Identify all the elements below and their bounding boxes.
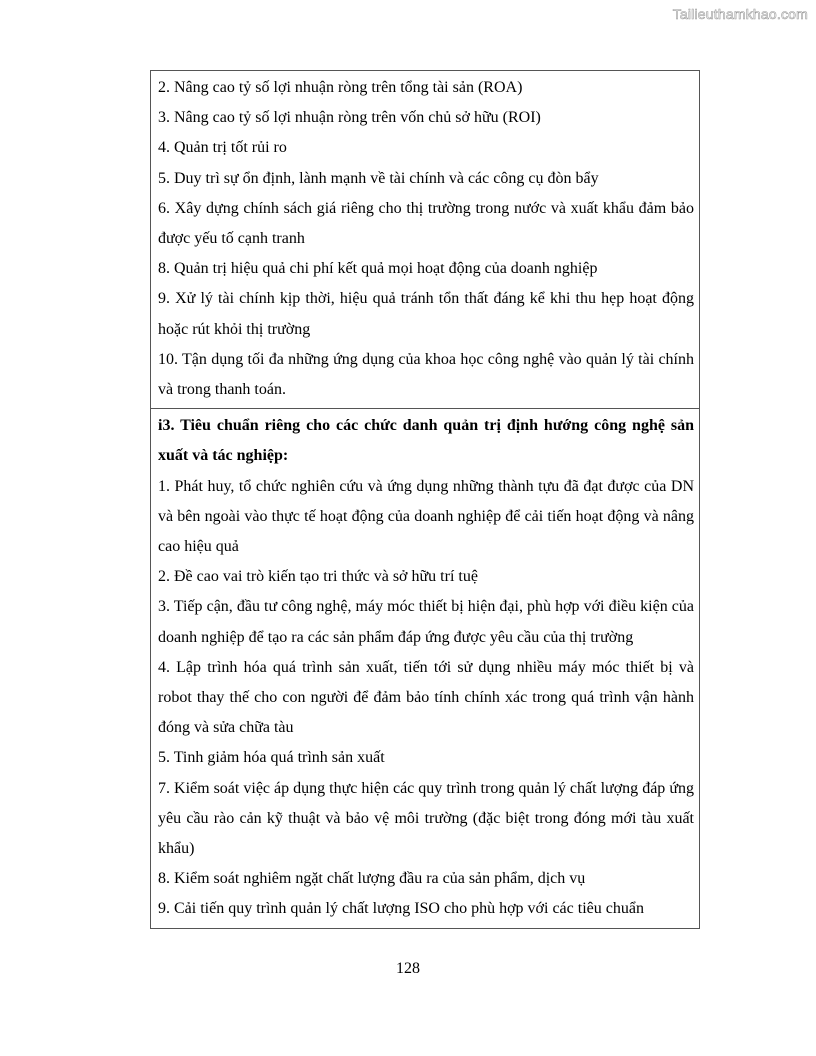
list-item: 4. Quản trị tốt rủi ro (158, 139, 287, 157)
page-number: 128 (396, 960, 420, 977)
list-item: 10. Tận dụng tối đa những ứng dụng của khoa học công nghệ vào quản lý tài chính và trong thanh toán. (158, 350, 694, 399)
list-item: 7. Kiểm soát việc áp dụng thực hiện các quy trình trong quản lý chất lượng đáp ứng yêu cầu rào cản kỹ thuật và bảo vệ môi trường (đặc biệt trong đóng mới tàu xuất khẩu) (158, 779, 694, 858)
watermark-text: Tailieuthamkhao.com (672, 6, 808, 22)
criteria-table (150, 70, 700, 929)
list-item: 5. Tinh giảm hóa quá trình sản xuất (158, 749, 385, 767)
list-item: 8. Kiểm soát nghiêm ngặt chất lượng đầu ra của sản phẩm, dịch vụ (158, 870, 586, 888)
list-item: 3. Nâng cao tỷ số lợi nhuận ròng trên vốn chủ sở hữu (ROI) (158, 109, 541, 127)
section-heading: i3. Tiêu chuẩn riêng cho các chức danh quản trị định hướng công nghệ sản xuất và tác nghiệp: (158, 417, 694, 465)
table-cell (151, 409, 700, 928)
list-item: 4. Lập trình hóa quá trình sản xuất, tiến tới sử dụng nhiều máy móc thiết bị và robot thay thế cho con người để đảm bảo tính chính xác trong quá trình vận hành đóng và sửa chữa tàu (158, 658, 694, 737)
list-item: 9. Xử lý tài chính kịp thời, hiệu quả tránh tổn thất đáng kể khi thu hẹp hoạt động hoặc rút khỏi thị trường (158, 290, 694, 338)
list-item: 5. Duy trì sự ổn định, lành mạnh về tài chính và các công cụ đòn bẩy (158, 169, 599, 187)
table-row-finance-criteria (151, 71, 700, 409)
list-item: 1. Phát huy, tổ chức nghiên cứu và ứng dụng những thành tựu đã đạt được của DN và bên ngoài vào thực tế hoạt động của doanh nghiệp để cải tiến hoạt động và nâng cao hiệu quả (158, 477, 694, 556)
list-item: 9. Cải tiến quy trình quản lý chất lượng ISO cho phù hợp với các tiêu chuẩn (158, 900, 644, 918)
table-cell (151, 71, 700, 409)
list-item: 2. Đề cao vai trò kiến tạo tri thức và sở hữu trí tuệ (158, 568, 478, 586)
list-item: 3. Tiếp cận, đầu tư công nghệ, máy móc thiết bị hiện đại, phù hợp với điều kiện của doanh nghiệp để tạo ra các sản phẩm đáp ứng được yêu cầu của thị trường (158, 598, 694, 646)
list-item: 8. Quản trị hiệu quả chi phí kết quả mọi hoạt động của doanh nghiệp (158, 260, 598, 278)
table-row-production-criteria (151, 409, 700, 928)
list-item: 6. Xây dựng chính sách giá riêng cho thị trường trong nước và xuất khẩu đảm bảo được yếu tố cạnh tranh (158, 199, 694, 248)
list-item: 2. Nâng cao tỷ số lợi nhuận ròng trên tổng tài sản (ROA) (158, 79, 523, 96)
